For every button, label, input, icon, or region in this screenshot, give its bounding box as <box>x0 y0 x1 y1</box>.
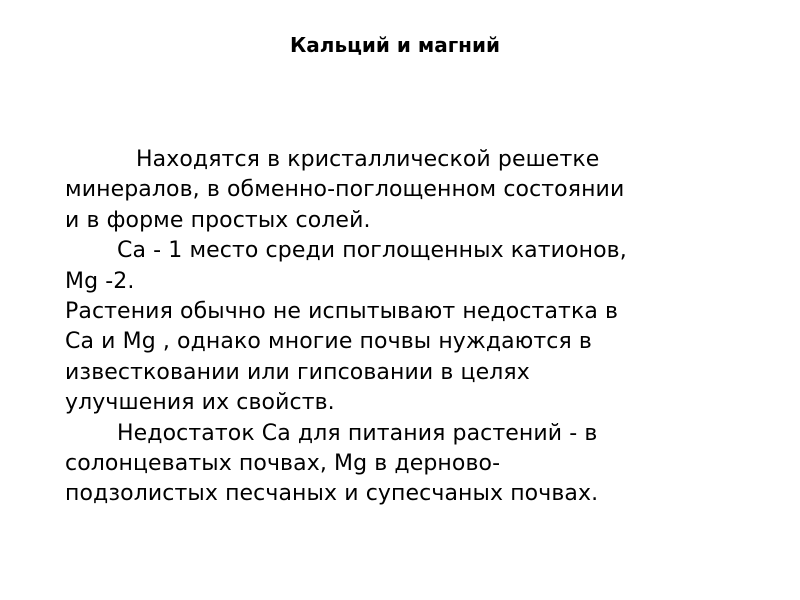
body-line: Находятся в кристаллической решетке <box>136 147 600 172</box>
body-line: минералов, в обменно-поглощенном состоянии <box>65 177 625 203</box>
body-line: и в форме простых солей. <box>65 207 371 233</box>
slide-body <box>65 145 755 510</box>
body-line: Са и Mg , однако многие почвы нуждаются в <box>65 329 592 355</box>
body-line: Растения обычно не испытывают недостатка в <box>65 299 619 325</box>
body-line: улучшения их свойств. <box>65 390 335 416</box>
body-line: подзолистых песчаных и супесчаных почвах. <box>65 481 599 507</box>
body-line: Mg -2. <box>65 268 135 294</box>
body-line: известковании или гипсовании в целях <box>65 359 530 385</box>
body-line: солонцеватых почвах, Mg в дерново- <box>65 451 501 477</box>
body-line: Са - 1 место среди поглощенных катионов, <box>117 238 627 264</box>
slide-title: Кальций и магний <box>289 33 501 57</box>
body-line: Недостаток Са для питания растений - в <box>117 420 598 446</box>
